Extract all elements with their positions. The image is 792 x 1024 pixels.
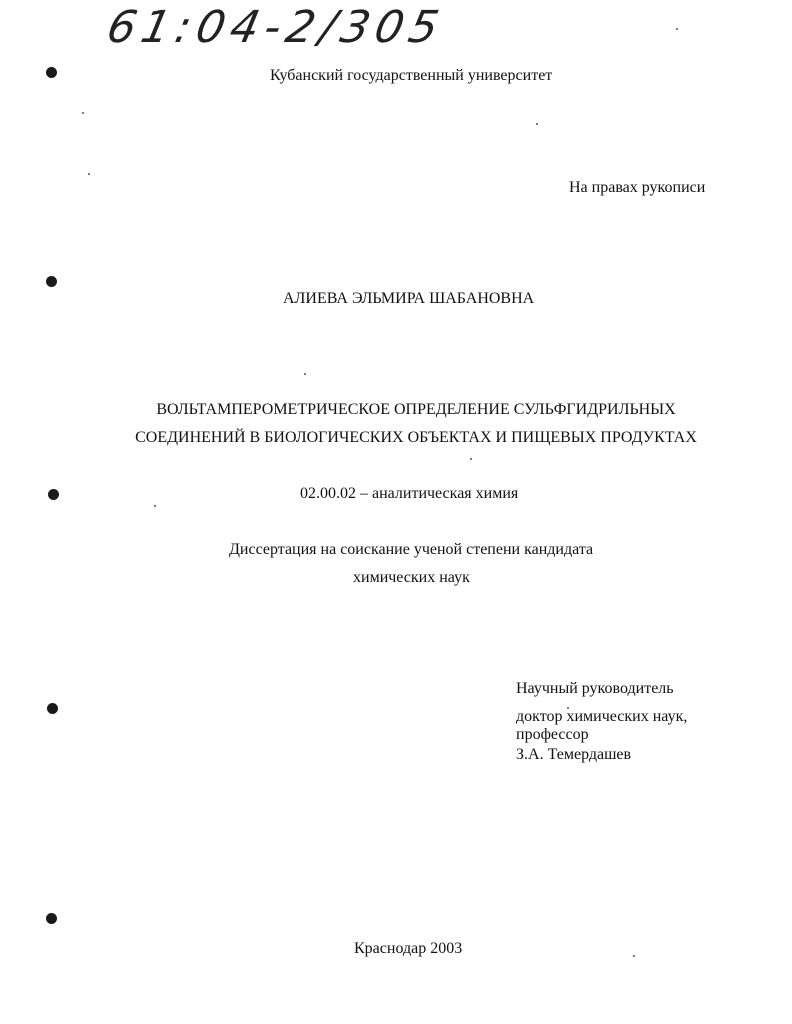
archive-number-handwritten: 61:04-2/305 bbox=[102, 2, 449, 53]
scan-speck bbox=[676, 28, 678, 30]
manuscript-rights-label: На правах рукописи bbox=[569, 179, 706, 196]
scan-speck bbox=[470, 458, 472, 460]
dissertation-degree-line-2: химических наук bbox=[353, 569, 470, 586]
city-year: Краснодар 2003 bbox=[354, 940, 463, 957]
binder-hole-icon bbox=[48, 489, 59, 500]
author-name: АЛИЕВА ЭЛЬМИРА ШАБАНОВНА bbox=[283, 290, 535, 307]
dissertation-title-line-1: ВОЛЬТАМПЕРОМЕТРИЧЕСКОЕ ОПРЕДЕЛЕНИЕ СУЛЬФГИДРИЛЬНЫХ bbox=[156, 401, 676, 418]
scan-speck bbox=[536, 123, 538, 125]
scan-speck bbox=[82, 112, 84, 114]
scan-speck bbox=[633, 955, 635, 957]
dissertation-degree-line-1: Диссертация на соискание ученой степени кандидата bbox=[229, 541, 594, 558]
supervisor-degree: доктор химических наук, bbox=[516, 708, 688, 725]
supervisor-rank: профессор bbox=[516, 726, 589, 743]
specialty-code: 02.00.02 – аналитическая химия bbox=[300, 485, 519, 502]
supervisor-role: Научный руководитель bbox=[516, 680, 674, 697]
scan-speck bbox=[304, 373, 306, 375]
binder-hole-icon bbox=[46, 276, 57, 287]
binder-hole-icon bbox=[46, 913, 57, 924]
scan-speck bbox=[88, 173, 90, 175]
supervisor-name: З.А. Темердашев bbox=[516, 746, 632, 763]
university-name: Кубанский государственный университет bbox=[270, 67, 553, 84]
binder-hole-icon bbox=[47, 703, 58, 714]
dissertation-title-line-2: СОЕДИНЕНИЙ В БИОЛОГИЧЕСКИХ ОБЪЕКТАХ И ПИЩЕВЫХ ПРОДУКТАХ bbox=[135, 429, 697, 446]
scan-speck bbox=[154, 505, 156, 507]
binder-hole-icon bbox=[46, 67, 57, 78]
